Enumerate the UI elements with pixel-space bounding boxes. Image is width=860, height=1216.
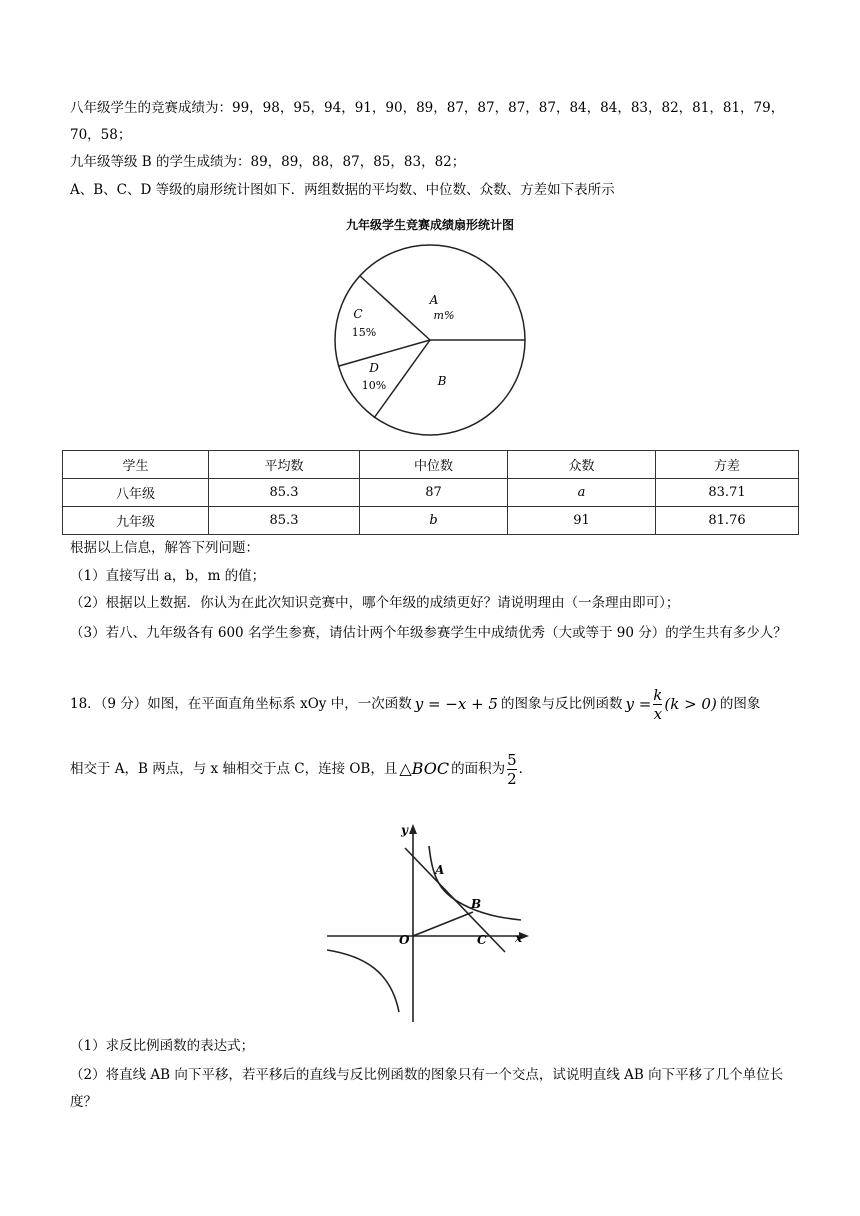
pie-chart: [330, 238, 530, 438]
table-row: [63, 507, 799, 535]
slice-c-value: 15%: [351, 326, 377, 339]
chart-title: 九年级学生竞赛成绩扇形统计图: [345, 218, 514, 232]
hyperbola-q3: [327, 950, 399, 1012]
slice-d-label: D: [369, 361, 379, 375]
y-axis-arrow: [409, 824, 417, 834]
label-y: y: [401, 823, 408, 837]
q18-line2-b: 的面积为: [451, 761, 506, 777]
q17-part-3: （3）若八、九年级各有 600 名学生参赛，请估计两个年级参赛学生中成绩优秀（大或等于 90 分）的学生共有多少人？: [70, 625, 787, 641]
table-cell: 85.3: [209, 507, 360, 535]
coordinate-graph: [325, 812, 535, 1030]
q18-eq2-den: x: [653, 704, 663, 723]
slice-b-label: B: [437, 374, 447, 388]
segment-ob: [413, 912, 473, 936]
q18-eq2-num: k: [653, 685, 663, 704]
label-c: C: [477, 933, 487, 947]
header-cell: 学生: [63, 451, 209, 479]
q18-part-1: （1）求反比例函数的表达式；: [70, 1038, 255, 1054]
q18-text-b: 的图象与反比例函数: [500, 696, 623, 712]
q18-line2-end: ．: [518, 761, 533, 777]
label-b: B: [471, 897, 482, 911]
table-header-row: [63, 451, 799, 479]
q18-text-a: 18．（9 分）如图，在平面直角坐标系 xOy 中，一次函数: [70, 696, 412, 712]
intro-line-2: 70，58；: [70, 127, 132, 143]
intro-line-4: A、B、C、D 等级的扇形统计图如下．两组数据的平均数、中位数、众数、方差如下表所示: [70, 182, 615, 198]
q18-text-c: 的图象: [719, 696, 761, 712]
table-cell: 85.3: [209, 479, 360, 507]
table-cell: 八年级: [63, 479, 209, 507]
table-cell: 九年级: [63, 507, 209, 535]
header-cell: 平均数: [209, 451, 360, 479]
q17-part-2: （2）根据以上数据．你认为在此次知识竞赛中，哪个年级的成绩更好？请说明理由（一条理由即可）；: [70, 595, 680, 611]
table-cell: 81.76: [656, 507, 799, 535]
q17-prompt: 根据以上信息，解答下列问题：: [70, 540, 259, 556]
table-cell: 91: [508, 507, 656, 535]
q18-eq2-fraction: [653, 686, 662, 723]
table-row: [63, 479, 799, 507]
q18-line-1: [70, 684, 800, 724]
q18-area-den: 2: [507, 769, 517, 788]
q18-linear-equation: y = −x + 5: [414, 695, 498, 713]
q18-triangle: △BOC: [399, 759, 450, 778]
header-cell: 方差: [656, 451, 799, 479]
q18-eq2-cond: (k > 0): [664, 695, 717, 713]
q18-line-2: [70, 748, 800, 790]
label-o: O: [399, 933, 410, 947]
table-cell: b: [360, 507, 508, 535]
pie-divider-cd: [339, 340, 430, 366]
intro-line-1: 八年级学生的竞赛成绩为：99，98，95，94，91，90，89，87，87，87，87，84，84，83，82，81，81，79，: [70, 100, 785, 116]
q18-part-2: （2）将直线 AB 向下平移，若平移后的直线与反比例函数的图象只有一个交点，试说明直线 AB 向下平移了几个单位长度？: [70, 1067, 784, 1110]
table-cell: a: [508, 479, 656, 507]
q17-part-1: （1）直接写出 a，b，m 的值；: [70, 568, 266, 584]
stats-table: [62, 450, 799, 535]
q18-line2-a: 相交于 A，B 两点，与 x 轴相交于点 C，连接 OB，且: [70, 761, 398, 777]
q18-eq2-lhs: y =: [625, 695, 652, 713]
slice-d-value: 10%: [361, 379, 387, 392]
intro-line-3: 九年级等级 B 的学生成绩为：89，89，88，87，85，83，82；: [70, 154, 466, 170]
header-cell: 中位数: [360, 451, 508, 479]
label-a: A: [435, 863, 445, 877]
slice-a-label: A: [429, 293, 439, 307]
label-x: x: [515, 931, 523, 945]
q18-area-fraction: [507, 751, 517, 788]
slice-a-value: m%: [433, 309, 455, 322]
header-cell: 众数: [508, 451, 656, 479]
table-cell: 87: [360, 479, 508, 507]
slice-c-label: C: [353, 307, 363, 321]
table-cell: 83.71: [656, 479, 799, 507]
q18-area-num: 5: [507, 750, 517, 769]
